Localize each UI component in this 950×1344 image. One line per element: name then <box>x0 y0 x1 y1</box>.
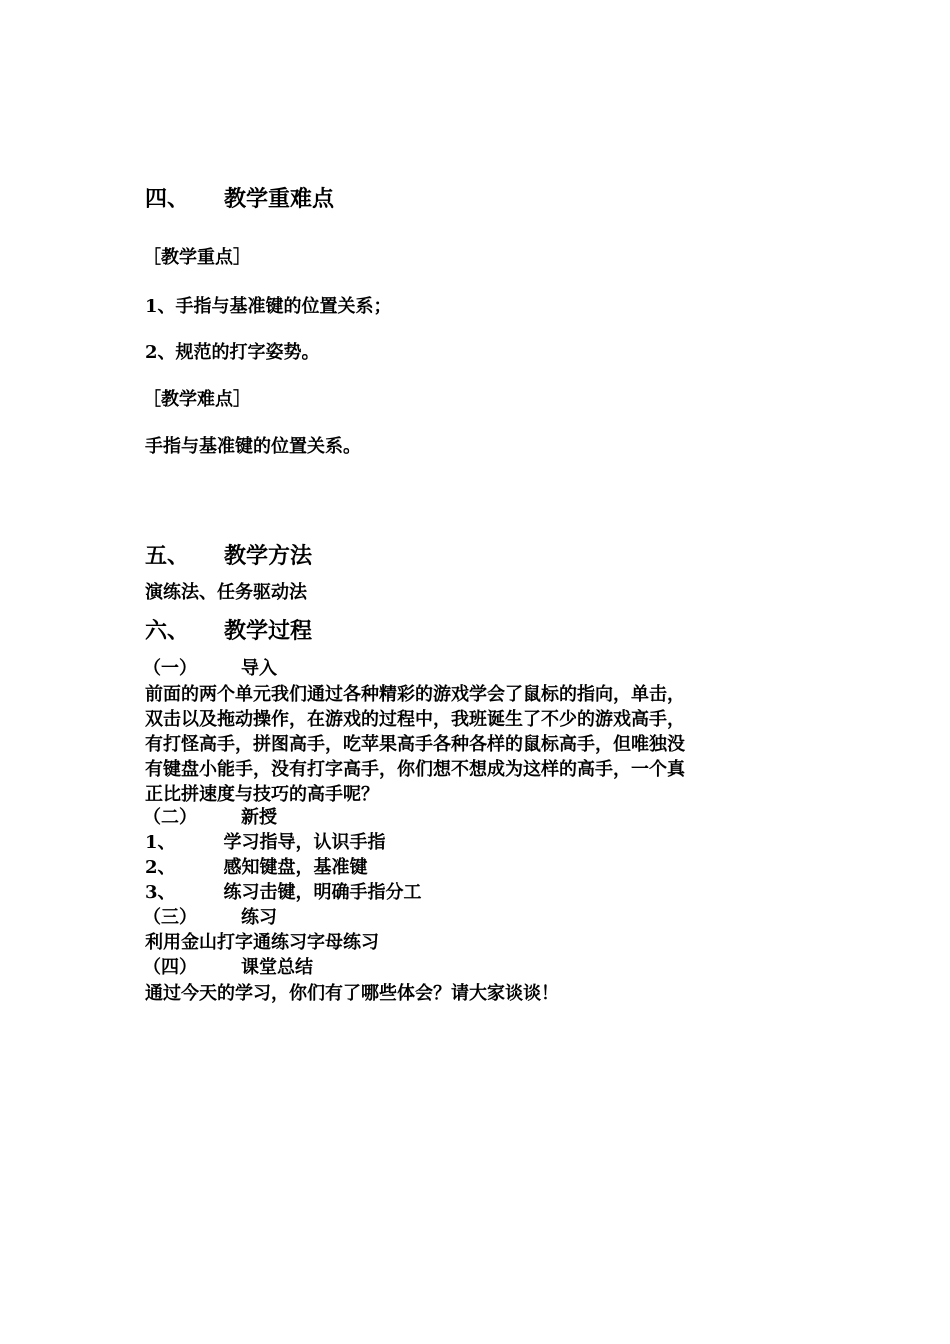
part-2-number: （二） <box>143 807 197 828</box>
intro-paragraph-line: 正比拼速度与技巧的高手呢？ <box>145 784 379 805</box>
part-1-number: （一） <box>143 658 197 679</box>
key-point-item-1: 1、手指与基准键的位置关系； <box>145 296 392 317</box>
part-3-heading <box>143 909 277 927</box>
key-point-item-2: 2、规范的打字姿势。 <box>145 342 320 363</box>
part-1-title: 导入 <box>241 658 277 679</box>
part-4-title: 课堂总结 <box>241 957 313 978</box>
section-4-heading <box>145 188 334 210</box>
item-text: 感知键盘，基准键 <box>223 857 368 878</box>
part-4-heading <box>143 959 313 977</box>
section-6-number: 六、 <box>145 618 190 644</box>
part-3-number: （三） <box>143 907 197 928</box>
section-6-title: 教学过程 <box>224 618 313 644</box>
intro-paragraph-line: 前面的两个单元我们通过各种精彩的游戏学会了鼠标的指向，单击， <box>145 684 685 705</box>
new-lesson-item <box>145 859 368 877</box>
summary-text: 通过今天的学习，你们有了哪些体会？请大家谈谈！ <box>145 983 559 1004</box>
intro-paragraph-line: 有键盘小能手，没有打字高手，你们想不想成为这样的高手，一个真 <box>145 759 685 780</box>
part-3-title: 练习 <box>241 907 277 928</box>
practice-text: 利用金山打字通练习字母练习 <box>145 932 379 953</box>
item-text: 学习指导，认识手指 <box>223 832 386 853</box>
section-5-title: 教学方法 <box>224 543 313 569</box>
part-2-heading <box>143 809 277 827</box>
new-lesson-item <box>145 884 422 902</box>
section-4-number: 四、 <box>145 186 190 212</box>
new-lesson-item <box>145 834 386 852</box>
teaching-methods-text: 演练法、任务驱动法 <box>145 582 307 603</box>
section-5-number: 五、 <box>145 543 190 569</box>
item-text: 练习击键，明确手指分工 <box>223 882 422 903</box>
section-4-title: 教学重难点 <box>224 186 335 212</box>
section-5-heading <box>145 545 312 567</box>
key-points-label: ［教学重点］ <box>143 247 251 268</box>
item-number: 3、 <box>145 882 176 903</box>
part-1-heading <box>143 660 277 678</box>
difficult-points-label: ［教学难点］ <box>143 389 251 410</box>
item-number: 1、 <box>145 832 176 853</box>
item-number: 2、 <box>145 857 176 878</box>
intro-paragraph-line: 有打怪高手，拼图高手，吃苹果高手各种各样的鼠标高手，但唯独没 <box>145 734 685 755</box>
part-4-number: （四） <box>143 957 197 978</box>
intro-paragraph-line: 双击以及拖动操作，在游戏的过程中，我班诞生了不少的游戏高手， <box>145 709 685 730</box>
part-2-title: 新授 <box>241 807 277 828</box>
section-6-heading <box>145 620 312 642</box>
difficult-point-text: 手指与基准键的位置关系。 <box>145 436 361 457</box>
